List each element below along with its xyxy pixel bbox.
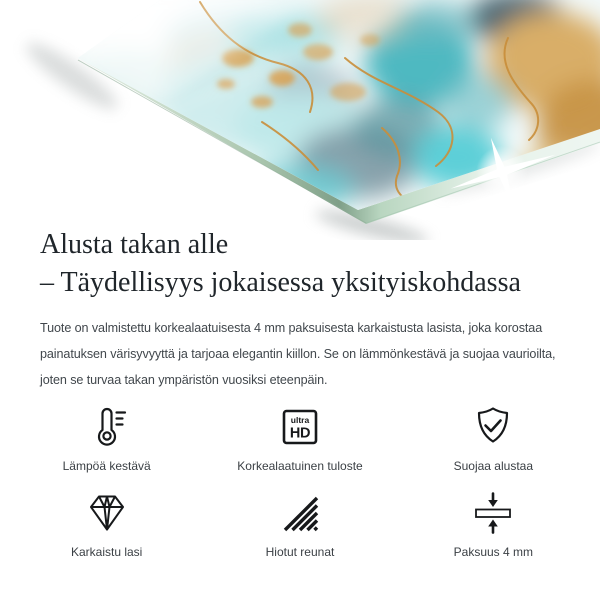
feature-label: Karkaistu lasi (70, 545, 143, 559)
product-description: Tuote on valmistettu korkealaatuisesta 4 mm paksuisesta karkaistusta lasista, joka korostaa painatuksen värisyvyyttä ja tarjoaa elegantin kiillon. Se on lämmönkestävä ja suojaa vaurioilta, joten se turvaa takan ympäristön vuosiksi eteenpäin. (40, 321, 556, 387)
svg-text:ultra: ultra (290, 415, 310, 425)
thickness-arrows-icon (469, 488, 517, 538)
feature-heat-resistant (10, 402, 203, 474)
diamond-icon (83, 488, 131, 538)
glass-artwork (0, 0, 600, 240)
feature-label: Suojaa alustaa (453, 459, 534, 473)
page-title (40, 226, 565, 302)
feature-grid (10, 402, 590, 560)
shield-check-icon (469, 402, 517, 452)
feature-ultra-hd-print (203, 402, 396, 474)
polished-edges-icon (276, 488, 324, 538)
feature-protects-surface (397, 402, 590, 474)
thermometer-icon (83, 402, 131, 452)
feature-polished-edges (203, 488, 396, 560)
feature-tempered-glass (10, 488, 203, 560)
page-title-line-1: Alusta takan alle (40, 229, 229, 260)
feature-label: Hiotut reunat (265, 545, 335, 559)
ultra-hd-icon (276, 402, 324, 452)
page-title-line-2: – Täydellisyys jokaisessa yksityiskohdassa (40, 267, 521, 298)
feature-thickness (397, 488, 590, 560)
feature-label: Korkealaatuinen tuloste (237, 459, 363, 473)
feature-label: Lämpöä kestävä (62, 459, 151, 473)
feature-label: Paksuus 4 mm (453, 545, 533, 559)
product-hero-image (0, 0, 600, 240)
svg-text:HD: HD (289, 425, 311, 442)
